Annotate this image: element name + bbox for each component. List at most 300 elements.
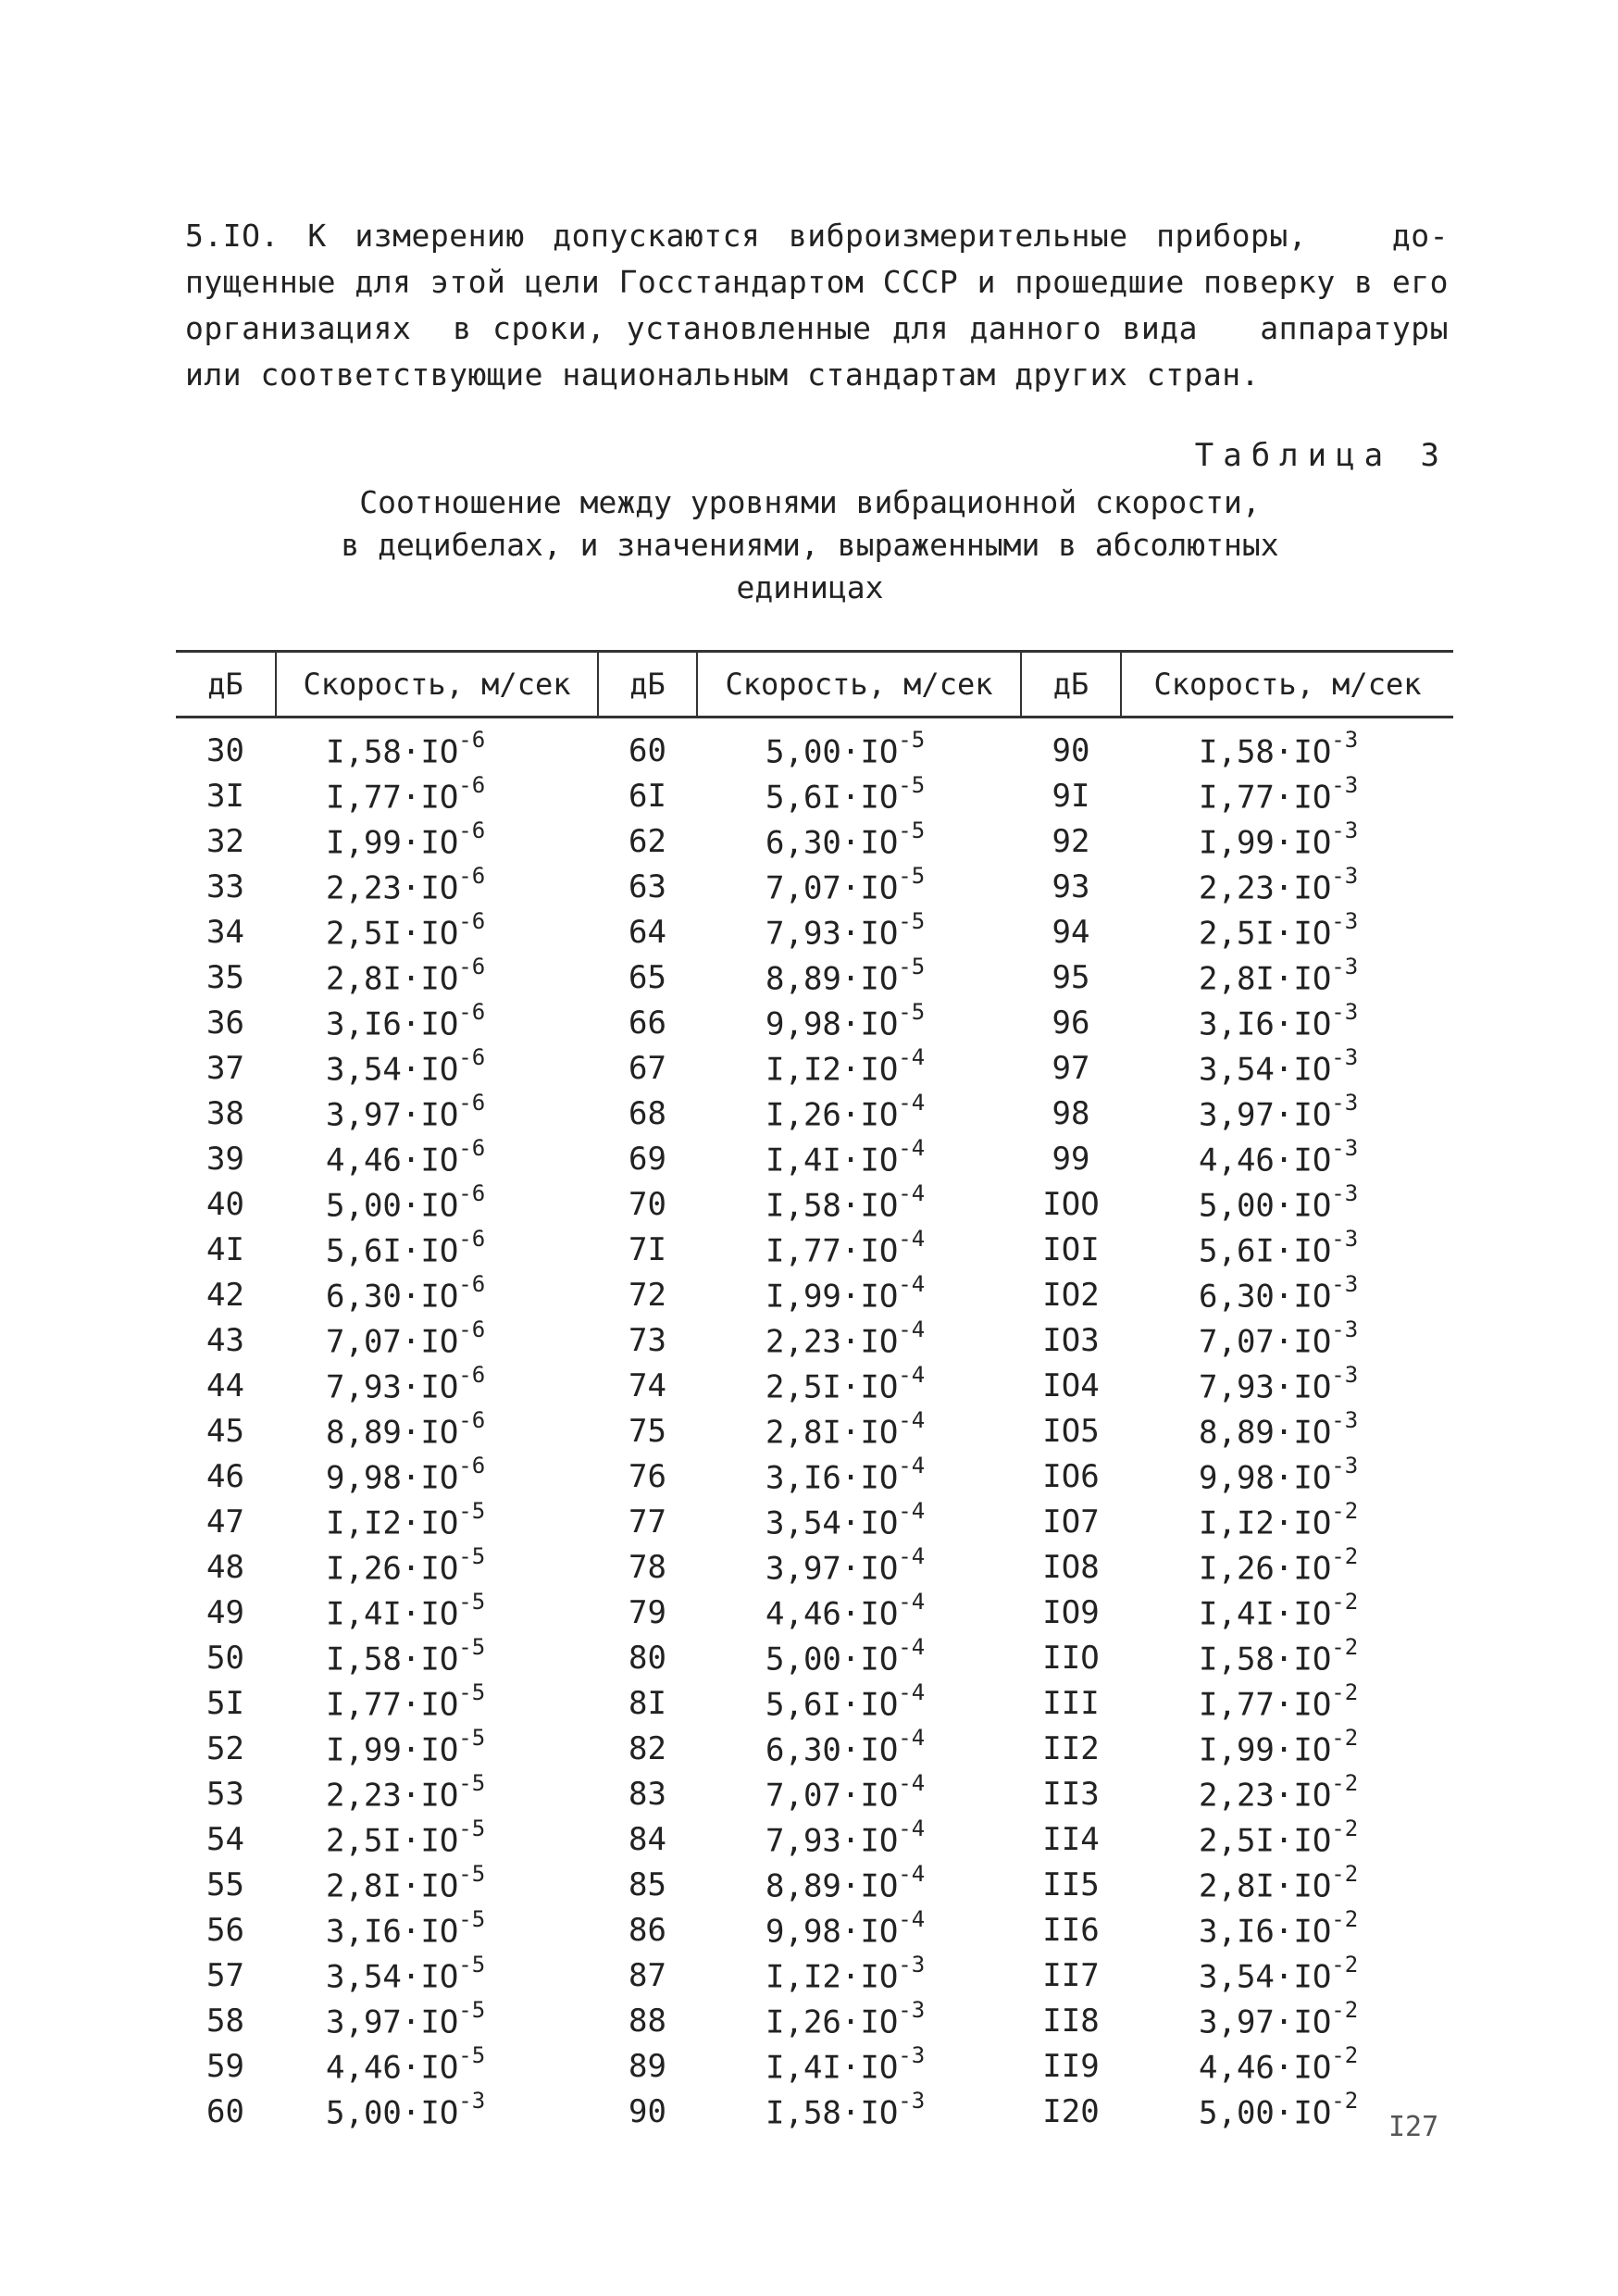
db-cell: 9I — [1052, 777, 1090, 815]
velocity-exponent: -5 — [898, 998, 926, 1025]
db-cell: 5I — [206, 1684, 244, 1722]
velocity-exponent: -3 — [898, 2087, 926, 2114]
velocity-cell — [275, 1633, 599, 1678]
velocity-cell — [275, 771, 599, 817]
table-row — [176, 1680, 1453, 1726]
velocity-exponent: -2 — [1331, 1860, 1359, 1887]
db-cell: IOI — [1042, 1230, 1100, 1268]
velocity-mantissa: 9,98·IO — [1199, 1459, 1332, 1497]
velocity-mantissa: 9,98·IO — [765, 1005, 899, 1043]
velocity-mantissa: 5,6I·IO — [765, 779, 899, 817]
velocity-cell — [696, 998, 1022, 1043]
db-cell: IO4 — [1042, 1366, 1100, 1404]
db-cell: 82 — [629, 1729, 666, 1767]
velocity-cell — [275, 1043, 599, 1089]
db-cell: III — [1042, 1684, 1100, 1722]
db-cell: 42 — [206, 1276, 244, 1314]
velocity-mantissa: 5,00·IO — [1199, 2094, 1332, 2132]
db-cell: 98 — [1052, 1094, 1090, 1132]
velocity-cell — [1120, 1815, 1453, 1860]
velocity-exponent: -5 — [458, 1588, 486, 1615]
velocity-cell — [1120, 817, 1453, 862]
table-row — [176, 1363, 1453, 1408]
velocity-mantissa: 6,30·IO — [765, 824, 899, 862]
velocity-mantissa: I,77·IO — [1199, 779, 1332, 817]
table-row — [176, 1181, 1453, 1227]
velocity-cell — [275, 953, 599, 998]
db-cell: 52 — [206, 1729, 244, 1767]
velocity-mantissa: 6,30·IO — [1199, 1278, 1332, 1316]
velocity-exponent: -2 — [1331, 1588, 1359, 1615]
velocity-cell — [1120, 1542, 1453, 1588]
db-cell: 32 — [206, 822, 244, 860]
velocity-mantissa: 4,46·IO — [326, 1142, 459, 1179]
velocity-mantissa: 8,89·IO — [765, 960, 899, 998]
velocity-exponent: -4 — [898, 1406, 926, 1433]
db-cell: IO7 — [1042, 1503, 1100, 1541]
db-cell: 62 — [629, 822, 666, 860]
db-cell: IO9 — [1042, 1593, 1100, 1631]
velocity-cell — [696, 726, 1022, 771]
velocity-cell — [696, 2041, 1022, 2087]
table-row — [176, 1998, 1453, 2043]
velocity-cell — [696, 1497, 1022, 1542]
velocity-mantissa: 3,I6·IO — [326, 1005, 459, 1043]
velocity-exponent: -3 — [1331, 907, 1359, 934]
db-cell: 45 — [206, 1412, 244, 1450]
velocity-mantissa: 4,46·IO — [765, 1595, 899, 1633]
velocity-exponent: -5 — [898, 817, 926, 843]
velocity-exponent: -6 — [458, 771, 486, 798]
table-row — [176, 1590, 1453, 1635]
velocity-cell — [696, 953, 1022, 998]
velocity-mantissa: 2,8I·IO — [326, 1867, 459, 1905]
db-cell: 96 — [1052, 1004, 1090, 1042]
velocity-exponent: -4 — [898, 1179, 926, 1206]
table-body — [176, 728, 1453, 2134]
velocity-exponent: -2 — [1331, 1815, 1359, 1841]
db-cell: 67 — [629, 1049, 666, 1087]
velocity-cell — [696, 1406, 1022, 1452]
db-cell: II6 — [1042, 1911, 1100, 1949]
db-cell: 73 — [629, 1321, 666, 1359]
db-cell: 75 — [629, 1412, 666, 1450]
velocity-mantissa: 2,8I·IO — [1199, 960, 1332, 998]
velocity-cell — [1120, 998, 1453, 1043]
db-cell: 80 — [629, 1639, 666, 1677]
velocity-cell — [275, 817, 599, 862]
velocity-exponent: -4 — [898, 1588, 926, 1615]
db-cell: 48 — [206, 1548, 244, 1586]
table-row — [176, 955, 1453, 1000]
velocity-mantissa: I,I2·IO — [1199, 1504, 1332, 1542]
velocity-exponent: -5 — [458, 1815, 486, 1841]
db-cell: IO6 — [1042, 1457, 1100, 1495]
table-row — [176, 1272, 1453, 1317]
db-cell: 69 — [629, 1140, 666, 1178]
table-row — [176, 1726, 1453, 1771]
db-cell: 43 — [206, 1321, 244, 1359]
velocity-cell — [696, 1270, 1022, 1316]
velocity-cell — [1120, 1905, 1453, 1951]
db-cell: 37 — [206, 1049, 244, 1087]
velocity-cell — [696, 862, 1022, 907]
table-row — [176, 1317, 1453, 1363]
velocity-exponent: -3 — [1331, 1361, 1359, 1388]
velocity-cell — [696, 1633, 1022, 1678]
db-cell: 60 — [206, 2092, 244, 2130]
velocity-mantissa: I,4I·IO — [765, 2049, 899, 2087]
db-cell: 50 — [206, 1639, 244, 1677]
db-cell: 76 — [629, 1457, 666, 1495]
velocity-mantissa: 2,5I·IO — [765, 1368, 899, 1406]
velocity-exponent: -3 — [1331, 726, 1359, 753]
db-cell: 47 — [206, 1503, 244, 1541]
velocity-exponent: -4 — [898, 1043, 926, 1070]
velocity-cell — [696, 1043, 1022, 1089]
velocity-mantissa: 2,23·IO — [1199, 869, 1332, 907]
db-cell: 36 — [206, 1004, 244, 1042]
velocity-cell — [1120, 771, 1453, 817]
velocity-exponent: -5 — [458, 1633, 486, 1660]
db-cell: 6I — [629, 777, 666, 815]
velocity-exponent: -2 — [1331, 1497, 1359, 1524]
velocity-cell — [1120, 726, 1453, 771]
velocity-cell — [696, 1588, 1022, 1633]
velocity-mantissa: 3,54·IO — [765, 1504, 899, 1542]
caption-line: единицах — [736, 569, 884, 605]
velocity-mantissa: 9,98·IO — [765, 1913, 899, 1951]
velocity-cell — [696, 1905, 1022, 1951]
db-cell: 90 — [629, 2092, 666, 2130]
velocity-cell — [275, 1316, 599, 1361]
velocity-mantissa: I,I2·IO — [765, 1958, 899, 1996]
db-cell: 87 — [629, 1956, 666, 1994]
velocity-exponent: -3 — [1331, 817, 1359, 843]
velocity-cell — [696, 1089, 1022, 1134]
velocity-mantissa: 4,46·IO — [1199, 1142, 1332, 1179]
velocity-exponent: -2 — [1331, 1542, 1359, 1569]
velocity-mantissa: 7,07·IO — [326, 1323, 459, 1361]
velocity-exponent: -6 — [458, 1179, 486, 1206]
velocity-exponent: -5 — [898, 726, 926, 753]
velocity-exponent: -4 — [898, 1452, 926, 1479]
velocity-exponent: -6 — [458, 726, 486, 753]
velocity-cell — [275, 1225, 599, 1270]
table-row — [176, 1907, 1453, 1953]
velocity-exponent: -3 — [1331, 1316, 1359, 1342]
table-caption — [278, 481, 1342, 609]
db-cell: 7I — [629, 1230, 666, 1268]
velocity-exponent: -4 — [898, 1633, 926, 1660]
velocity-cell — [1120, 1497, 1453, 1542]
velocity-cell — [1120, 1860, 1453, 1905]
velocity-mantissa: I,I2·IO — [765, 1051, 899, 1089]
header-db: дБ — [207, 667, 243, 702]
header-velocity: Скорость, м/сек — [696, 653, 1022, 716]
table-row — [176, 1544, 1453, 1590]
velocity-mantissa: I,58·IO — [326, 733, 459, 771]
velocity-mantissa: 3,I6·IO — [765, 1459, 899, 1497]
velocity-exponent: -2 — [1331, 1905, 1359, 1932]
db-cell: 83 — [629, 1775, 666, 1813]
db-cell: 60 — [629, 731, 666, 769]
velocity-mantissa: 2,8I·IO — [326, 960, 459, 998]
table-row — [176, 773, 1453, 818]
velocity-mantissa: I,58·IO — [1199, 733, 1332, 771]
db-cell: 88 — [629, 2002, 666, 2040]
table-row — [176, 1499, 1453, 1544]
db-cell: 30 — [206, 731, 244, 769]
db-cell: 77 — [629, 1503, 666, 1541]
velocity-cell — [696, 1225, 1022, 1270]
velocity-exponent: -5 — [458, 1951, 486, 1978]
velocity-cell — [1120, 2041, 1453, 2087]
velocity-mantissa: I,99·IO — [326, 824, 459, 862]
header-velocity: Скорость, м/сек — [275, 653, 599, 716]
velocity-cell — [696, 1860, 1022, 1905]
db-cell: 66 — [629, 1004, 666, 1042]
velocity-cell — [1120, 1633, 1453, 1678]
velocity-cell — [1120, 907, 1453, 953]
velocity-mantissa: 5,6I·IO — [765, 1686, 899, 1724]
velocity-mantissa: 7,93·IO — [1199, 1368, 1332, 1406]
velocity-cell — [275, 1134, 599, 1179]
velocity-exponent: -3 — [1331, 1225, 1359, 1252]
velocity-exponent: -6 — [458, 1316, 486, 1342]
velocity-cell — [275, 1361, 599, 1406]
velocity-exponent: -3 — [898, 1996, 926, 2023]
velocity-cell — [275, 1860, 599, 1905]
table-row — [176, 1045, 1453, 1091]
table-row — [176, 1454, 1453, 1499]
velocity-exponent: -2 — [1331, 1769, 1359, 1796]
velocity-exponent: -6 — [458, 1406, 486, 1433]
db-cell: IOO — [1042, 1185, 1100, 1223]
velocity-exponent: -6 — [458, 1225, 486, 1252]
velocity-exponent: -6 — [458, 1361, 486, 1388]
velocity-mantissa: 3,54·IO — [326, 1051, 459, 1089]
velocity-mantissa: 7,07·IO — [765, 869, 899, 907]
table-row — [176, 1771, 1453, 1816]
table-row — [176, 1635, 1453, 1680]
velocity-cell — [275, 1452, 599, 1497]
db-cell: 78 — [629, 1548, 666, 1586]
velocity-cell — [275, 2041, 599, 2087]
velocity-exponent: -5 — [898, 907, 926, 934]
db-cell: II5 — [1042, 1866, 1100, 1903]
velocity-mantissa: I,99·IO — [326, 1731, 459, 1769]
velocity-cell — [696, 1361, 1022, 1406]
velocity-exponent: -6 — [458, 1089, 486, 1116]
velocity-mantissa: 5,6I·IO — [326, 1232, 459, 1270]
velocity-mantissa: 9,98·IO — [326, 1459, 459, 1497]
velocity-exponent: -6 — [458, 817, 486, 843]
velocity-cell — [1120, 1134, 1453, 1179]
velocity-mantissa: 7,93·IO — [765, 915, 899, 953]
velocity-exponent: -4 — [898, 1134, 926, 1161]
velocity-cell — [1120, 1678, 1453, 1724]
db-cell: II8 — [1042, 2002, 1100, 2040]
velocity-mantissa: 7,93·IO — [326, 1368, 459, 1406]
velocity-cell — [275, 1996, 599, 2041]
velocity-cell — [1120, 1724, 1453, 1769]
db-cell: 56 — [206, 1911, 244, 1949]
db-cell: 8I — [629, 1684, 666, 1722]
db-cell: 99 — [1052, 1140, 1090, 1178]
table-row — [176, 2089, 1453, 2134]
velocity-cell — [1120, 953, 1453, 998]
velocity-cell — [696, 907, 1022, 953]
paragraph-line: пущенные для этой цели Госстандартом СССР и прошедшие поверку в его — [185, 264, 1449, 300]
db-cell: II4 — [1042, 1820, 1100, 1858]
velocity-exponent: -4 — [898, 1769, 926, 1796]
velocity-exponent: -5 — [458, 1542, 486, 1569]
velocity-cell — [275, 1179, 599, 1225]
velocity-mantissa: I,4I·IO — [326, 1595, 459, 1633]
velocity-exponent: -6 — [458, 907, 486, 934]
velocity-mantissa: 3,97·IO — [765, 1550, 899, 1588]
velocity-mantissa: I,58·IO — [1199, 1641, 1332, 1678]
velocity-mantissa: 2,5I·IO — [1199, 1822, 1332, 1860]
db-cell: IIO — [1042, 1639, 1100, 1677]
db-cell: 35 — [206, 958, 244, 996]
db-cell: 89 — [629, 2047, 666, 2085]
velocity-cell — [1120, 1452, 1453, 1497]
db-cell: IO5 — [1042, 1412, 1100, 1450]
velocity-cell — [1120, 1361, 1453, 1406]
velocity-exponent: -5 — [898, 771, 926, 798]
velocity-mantissa: I,99·IO — [765, 1278, 899, 1316]
table-row — [176, 864, 1453, 909]
velocity-exponent: -3 — [1331, 998, 1359, 1025]
velocity-mantissa: I,26·IO — [1199, 1550, 1332, 1588]
velocity-exponent: -4 — [898, 1678, 926, 1705]
velocity-cell — [696, 1179, 1022, 1225]
velocity-cell — [696, 817, 1022, 862]
caption-line: Соотношение между уровнями вибрационной скорости, — [359, 484, 1261, 520]
velocity-mantissa: I,4I·IO — [1199, 1595, 1332, 1633]
velocity-mantissa: 5,00·IO — [1199, 1187, 1332, 1225]
velocity-table — [176, 650, 1453, 2134]
velocity-cell — [275, 907, 599, 953]
velocity-mantissa: I,99·IO — [1199, 824, 1332, 862]
velocity-mantissa: I,77·IO — [326, 1686, 459, 1724]
velocity-mantissa: I,77·IO — [765, 1232, 899, 1270]
velocity-exponent: -4 — [898, 1361, 926, 1388]
velocity-exponent: -3 — [898, 2041, 926, 2068]
velocity-mantissa: I,77·IO — [326, 779, 459, 817]
db-cell: 40 — [206, 1185, 244, 1223]
velocity-mantissa: 2,23·IO — [765, 1323, 899, 1361]
velocity-mantissa: 3,I6·IO — [1199, 1913, 1332, 1951]
velocity-exponent: -4 — [898, 1815, 926, 1841]
velocity-mantissa: 3,97·IO — [326, 2003, 459, 2041]
velocity-cell — [1120, 1089, 1453, 1134]
paragraph-line: или соответствующие национальным стандартам других стран. — [185, 356, 1260, 393]
velocity-exponent: -3 — [1331, 1452, 1359, 1479]
velocity-mantissa: 3,97·IO — [1199, 2003, 1332, 2041]
velocity-mantissa: I,I2·IO — [326, 1504, 459, 1542]
velocity-exponent: -6 — [458, 1043, 486, 1070]
velocity-mantissa: 8,89·IO — [765, 1867, 899, 1905]
velocity-mantissa: I,99·IO — [1199, 1731, 1332, 1769]
velocity-exponent: -6 — [458, 1134, 486, 1161]
db-cell: 95 — [1052, 958, 1090, 996]
velocity-cell — [275, 862, 599, 907]
velocity-mantissa: 5,00·IO — [326, 2094, 459, 2132]
velocity-exponent: -5 — [458, 1724, 486, 1751]
velocity-mantissa: 3,I6·IO — [1199, 1005, 1332, 1043]
velocity-exponent: -6 — [458, 862, 486, 889]
velocity-cell — [696, 1996, 1022, 2041]
velocity-exponent: -3 — [898, 1951, 926, 1978]
velocity-exponent: -3 — [1331, 1089, 1359, 1116]
velocity-exponent: -4 — [898, 1225, 926, 1252]
page-number: I27 — [1388, 2111, 1439, 2143]
velocity-exponent: -5 — [458, 2041, 486, 2068]
velocity-cell — [696, 1316, 1022, 1361]
db-cell: 68 — [629, 1094, 666, 1132]
velocity-mantissa: 2,5I·IO — [326, 915, 459, 953]
velocity-cell — [696, 1769, 1022, 1815]
velocity-exponent: -5 — [458, 1860, 486, 1887]
velocity-cell — [1120, 1406, 1453, 1452]
velocity-exponent: -5 — [458, 1905, 486, 1932]
velocity-exponent: -4 — [898, 1860, 926, 1887]
velocity-exponent: -2 — [1331, 2041, 1359, 2068]
velocity-exponent: -6 — [458, 1270, 486, 1297]
db-cell: II7 — [1042, 1956, 1100, 1994]
db-cell: 93 — [1052, 867, 1090, 905]
velocity-cell — [275, 1905, 599, 1951]
velocity-mantissa: I,4I·IO — [765, 1142, 899, 1179]
table-label: Таблица 3 — [1194, 437, 1449, 474]
db-cell: II9 — [1042, 2047, 1100, 2085]
caption-line: в децибелах, и значениями, выраженными в абсолютных — [341, 527, 1279, 563]
db-cell: 38 — [206, 1094, 244, 1132]
velocity-mantissa: 2,8I·IO — [765, 1414, 899, 1452]
velocity-cell — [696, 1724, 1022, 1769]
velocity-exponent: -3 — [458, 2087, 486, 2114]
velocity-cell — [1120, 1769, 1453, 1815]
header-db: дБ — [629, 667, 666, 702]
db-cell: 72 — [629, 1276, 666, 1314]
velocity-mantissa: 5,00·IO — [765, 733, 899, 771]
velocity-cell — [275, 998, 599, 1043]
db-cell: 86 — [629, 1911, 666, 1949]
velocity-exponent: -2 — [1331, 1951, 1359, 1978]
velocity-exponent: -3 — [1331, 862, 1359, 889]
velocity-exponent: -3 — [1331, 1270, 1359, 1297]
velocity-exponent: -3 — [1331, 1043, 1359, 1070]
velocity-mantissa: 6,30·IO — [326, 1278, 459, 1316]
velocity-cell — [696, 1452, 1022, 1497]
velocity-exponent: -5 — [458, 1678, 486, 1705]
velocity-mantissa: 5,00·IO — [326, 1187, 459, 1225]
velocity-mantissa: 3,54·IO — [326, 1958, 459, 1996]
velocity-exponent: -4 — [898, 1724, 926, 1751]
velocity-cell — [275, 1497, 599, 1542]
paragraph-line: организациях в сроки, установленные для данного вида аппаратуры — [185, 310, 1449, 346]
db-cell: 49 — [206, 1593, 244, 1631]
velocity-exponent: -5 — [898, 862, 926, 889]
velocity-cell — [275, 2087, 599, 2132]
table-header — [176, 650, 1453, 718]
db-cell: 84 — [629, 1820, 666, 1858]
velocity-exponent: -5 — [458, 1769, 486, 1796]
db-cell: II2 — [1042, 1729, 1100, 1767]
